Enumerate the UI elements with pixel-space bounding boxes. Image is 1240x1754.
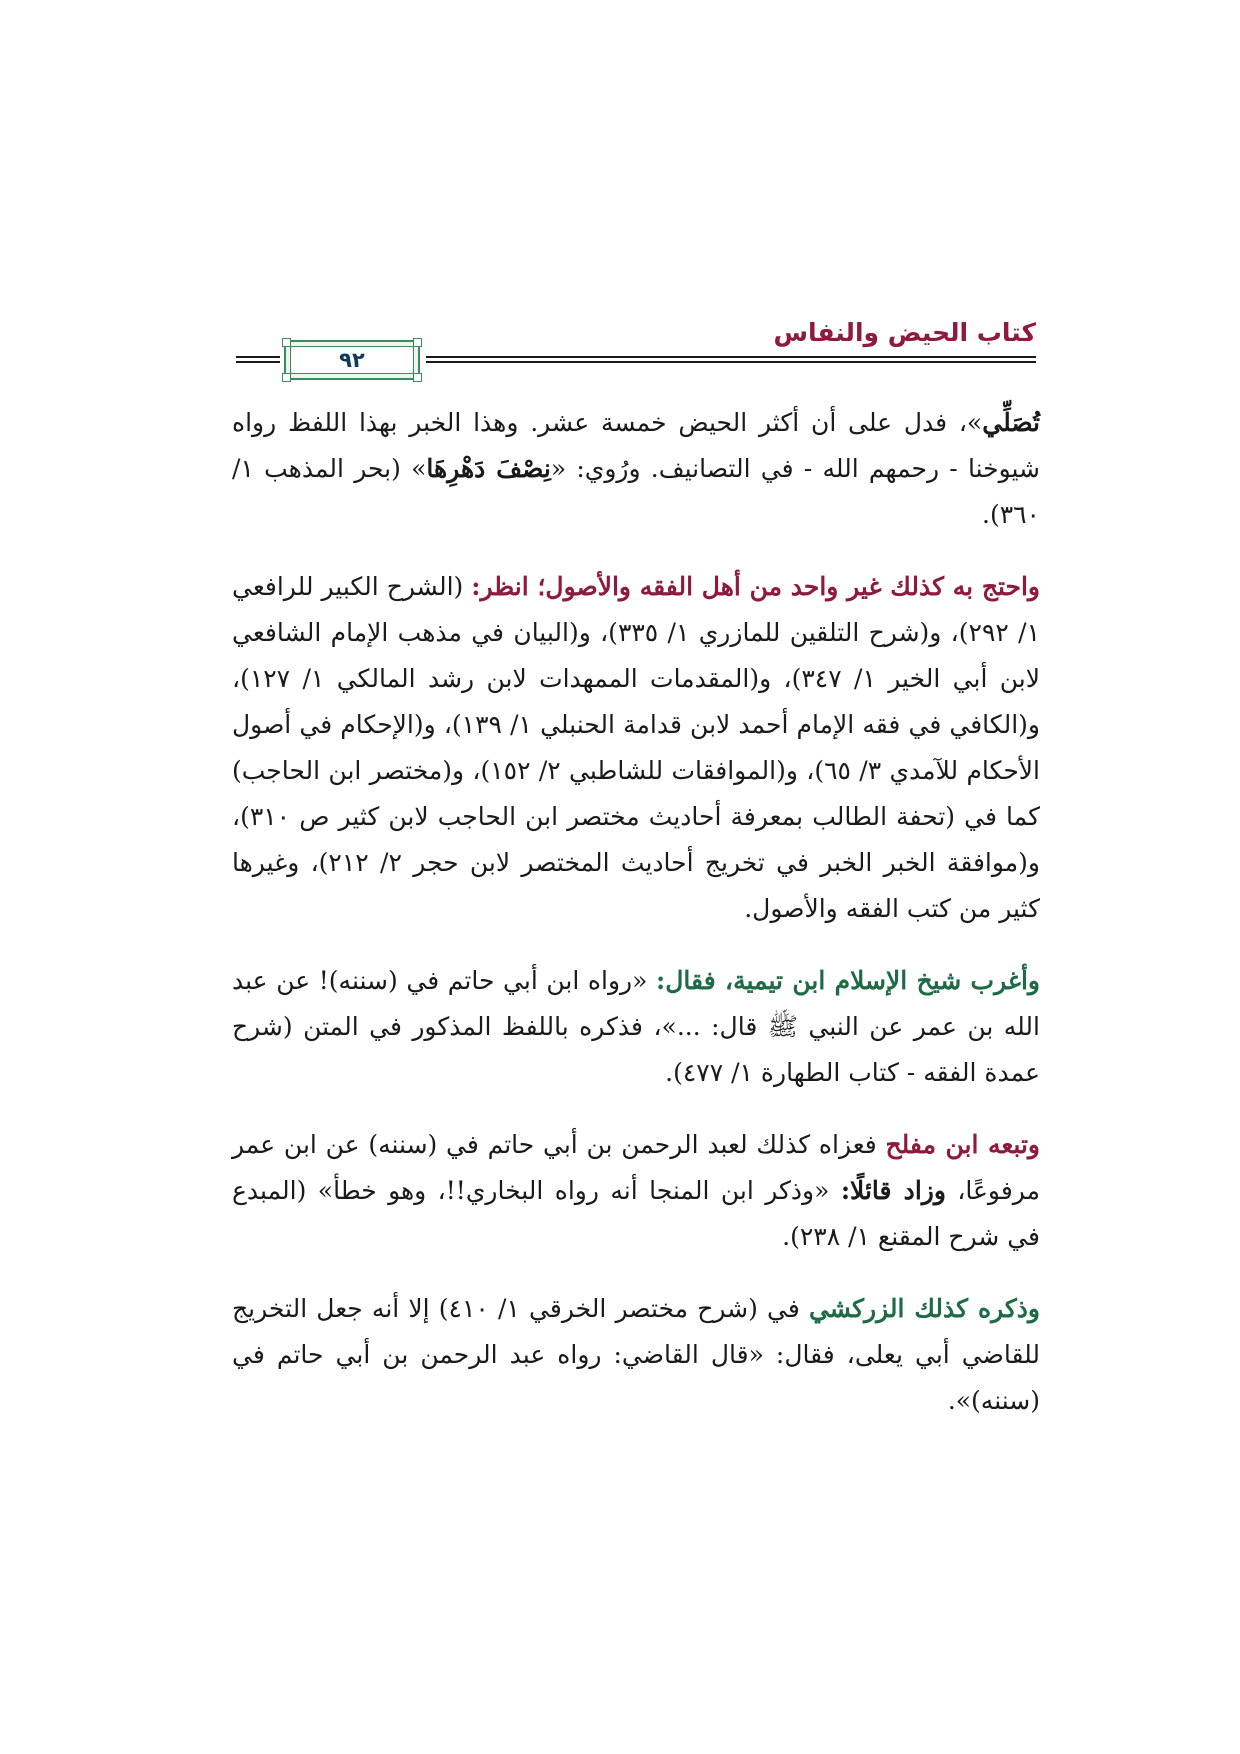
ornament-icon <box>282 373 291 382</box>
header-rule <box>236 361 280 363</box>
paragraph-5 <box>232 1286 1040 1424</box>
paragraph-3 <box>232 958 1040 1096</box>
page-number-badge <box>284 340 420 380</box>
ornament-icon <box>413 338 422 347</box>
paragraph-text: في (شرح مختصر الخرقي ١/ ٤١٠) إلا أنه جعل التخريج للقاضي أبي يعلى، فقال: «قال القاضي: رواه عبد الرحمن بن أبي حاتم في (سننه)». <box>232 1294 1040 1415</box>
header-rule <box>236 356 280 358</box>
ornament-icon <box>413 373 422 382</box>
paragraph-text: »، فدل على أن أكثر الحيض خمسة عشر. وهذا الخبر بهذا اللفظ رواه شيوخنا - رحمهم الله - في التصانيف. ورُوي: « <box>232 408 1040 483</box>
emphasized-word: تُصَلِّي <box>982 408 1040 437</box>
book-title: كتاب الحيض والنفاس <box>773 318 1036 347</box>
page-number: ٩٢ <box>339 348 365 372</box>
paragraph-lead: وذكره كذلك الزركشي <box>808 1294 1041 1323</box>
paragraph-text: (الشرح الكبير للرافعي ١/ ٢٩٢)، و(شرح التلقين للمازري ١/ ٣٣٥)، و(البيان في مذهب الإمام الشافعي لابن أبي الخير ١/ ٣٤٧)، و(المقدمات الممهدات لابن رشد المالكي ١/ ١٢٧)، و(الكافي في فقه الإمام أحمد لابن قدامة الحنبلي ١/ ١٣٩)، و(الإحكام في أصول الأحكام للآمدي ٣/ ٦٥)، و(الموافقات للشاطبي ٢/ ١٥٢)، و(مختصر ابن الحاجب) كما في (تحفة الطالب بمعرفة أحاديث مختصر ابن الحاجب لابن كثير ص ٣١٠)، و(موافقة الخبر الخبر في تخريج أحاديث المختصر لابن حجر ٢/ ٢١٢)، وغيرها كثير من كتب الفقه والأصول. <box>232 572 1041 923</box>
paragraph-4 <box>232 1122 1040 1260</box>
main-text <box>232 400 1040 1450</box>
emphasized-phrase: وزاد قائلًا: <box>840 1176 946 1205</box>
paragraph-text: فعزاه كذلك لعبد الرحمن بن أبي حاتم في (سننه) عن ابن عمر مرفوعًا، <box>232 1130 1040 1205</box>
paragraph-2 <box>232 564 1040 932</box>
paragraph-text: «وذكر ابن المنجا أنه رواه البخاري!!، وهو خطأ» (المبدع في شرح المقنع ١/ ٢٣٨). <box>232 1176 1040 1251</box>
header-rule <box>426 361 1036 363</box>
paragraph-lead: وأغرب شيخ الإسلام ابن تيمية، فقال: <box>656 966 1040 995</box>
emphasized-phrase: نِصْفَ دَهْرِهَا <box>426 454 551 483</box>
page-number-frame <box>290 346 414 374</box>
paragraph-lead: واحتج به كذلك غير واحد من أهل الفقه والأصول؛ انظر: <box>471 572 1041 601</box>
header-rule <box>426 356 1036 358</box>
paragraph-text: «رواه ابن أبي حاتم في (سننه)! عن عبد الله بن عمر عن النبي ﷺ قال: ...»، فذكره باللفظ المذكور في المتن (شرح عمدة الفقه - كتاب الطهارة ١/ ٤٧٧). <box>232 966 1040 1087</box>
paragraph-1 <box>232 400 1040 538</box>
page-header <box>236 318 1036 398</box>
paragraph-text: » (بحر المذهب ١/ ٣٦٠). <box>232 454 1040 529</box>
paragraph-lead: وتبعه ابن مفلح <box>885 1130 1040 1159</box>
